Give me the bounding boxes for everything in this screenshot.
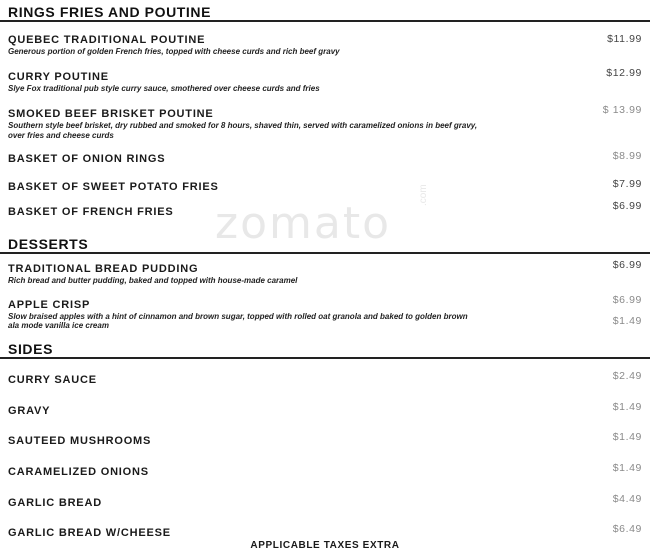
menu-item-price: $6.99 [612,200,642,212]
menu-item-price: $12.99 [606,67,642,79]
menu-item-price: $ 13.99 [602,104,642,116]
menu-item-price: $6.99 [612,259,642,271]
menu-item-price: $1.49 [612,401,642,413]
menu-item-description: ala mode vanilla ice cream [8,321,109,330]
menu-item-price: $6.49 [612,523,642,535]
menu-item-name: GRAVY [8,405,51,417]
section-rule [0,20,650,22]
menu-item-description: Rich bread and butter pudding, baked and topped with house-made caramel [8,276,298,285]
menu-item-name: GARLIC BREAD W/CHEESE [8,527,171,539]
menu-item-price: $7.99 [612,178,642,190]
menu-item-price: $4.49 [612,493,642,505]
menu-item-name: CURRY SAUCE [8,374,97,386]
menu-item-name: APPLE CRISP [8,299,91,311]
section-rule [0,252,650,254]
menu-item-name: BASKET OF ONION RINGS [8,153,166,165]
section-heading-rings: RINGS FRIES AND POUTINE [8,4,212,20]
menu-item-price: $6.99 [612,294,642,306]
menu-item-name: QUEBEC TRADITIONAL POUTINE [8,34,206,46]
menu-item-price: $1.49 [612,431,642,443]
menu-item-price: $11.99 [607,33,642,45]
menu-item-price: $8.99 [612,150,642,162]
menu-item-description: over fries and cheese curds [8,131,114,140]
menu-item-description: Slow braised apples with a hint of cinnamon and brown sugar, topped with rolled oat granola and baked to golden brown [8,312,468,321]
footer-note: APPLICABLE TAXES EXTRA [250,540,400,551]
menu-item-addon-price: $1.49 [612,315,642,327]
menu-item-name: CURRY POUTINE [8,71,109,83]
menu-item-name: SMOKED BEEF BRISKET POUTINE [8,108,214,120]
menu-item-name: GARLIC BREAD [8,497,102,509]
menu-item-name: BASKET OF SWEET POTATO FRIES [8,181,219,193]
menu-item-description: Southern style beef brisket, dry rubbed and smoked for 8 hours, shaved thin, served with caramelized onions in beef gravy, [8,121,478,130]
watermark-suffix: .com [418,184,429,206]
menu-item-price: $2.49 [612,370,642,382]
watermark: zomato [215,198,392,249]
menu-item-name: SAUTEED MUSHROOMS [8,435,152,447]
menu-item-name: TRADITIONAL BREAD PUDDING [8,263,199,275]
section-heading-desserts: DESSERTS [8,236,89,252]
menu-item-description: Generous portion of golden French fries, topped with cheese curds and rich beef gravy [8,47,340,56]
menu-item-name: CARAMELIZED ONIONS [8,466,149,478]
menu-item-name: BASKET OF FRENCH FRIES [8,206,174,218]
menu-item-price: $1.49 [612,462,642,474]
section-heading-sides: SIDES [8,341,54,357]
section-rule [0,357,650,359]
menu-item-description: Slye Fox traditional pub style curry sauce, smothered over cheese curds and fries [8,84,320,93]
